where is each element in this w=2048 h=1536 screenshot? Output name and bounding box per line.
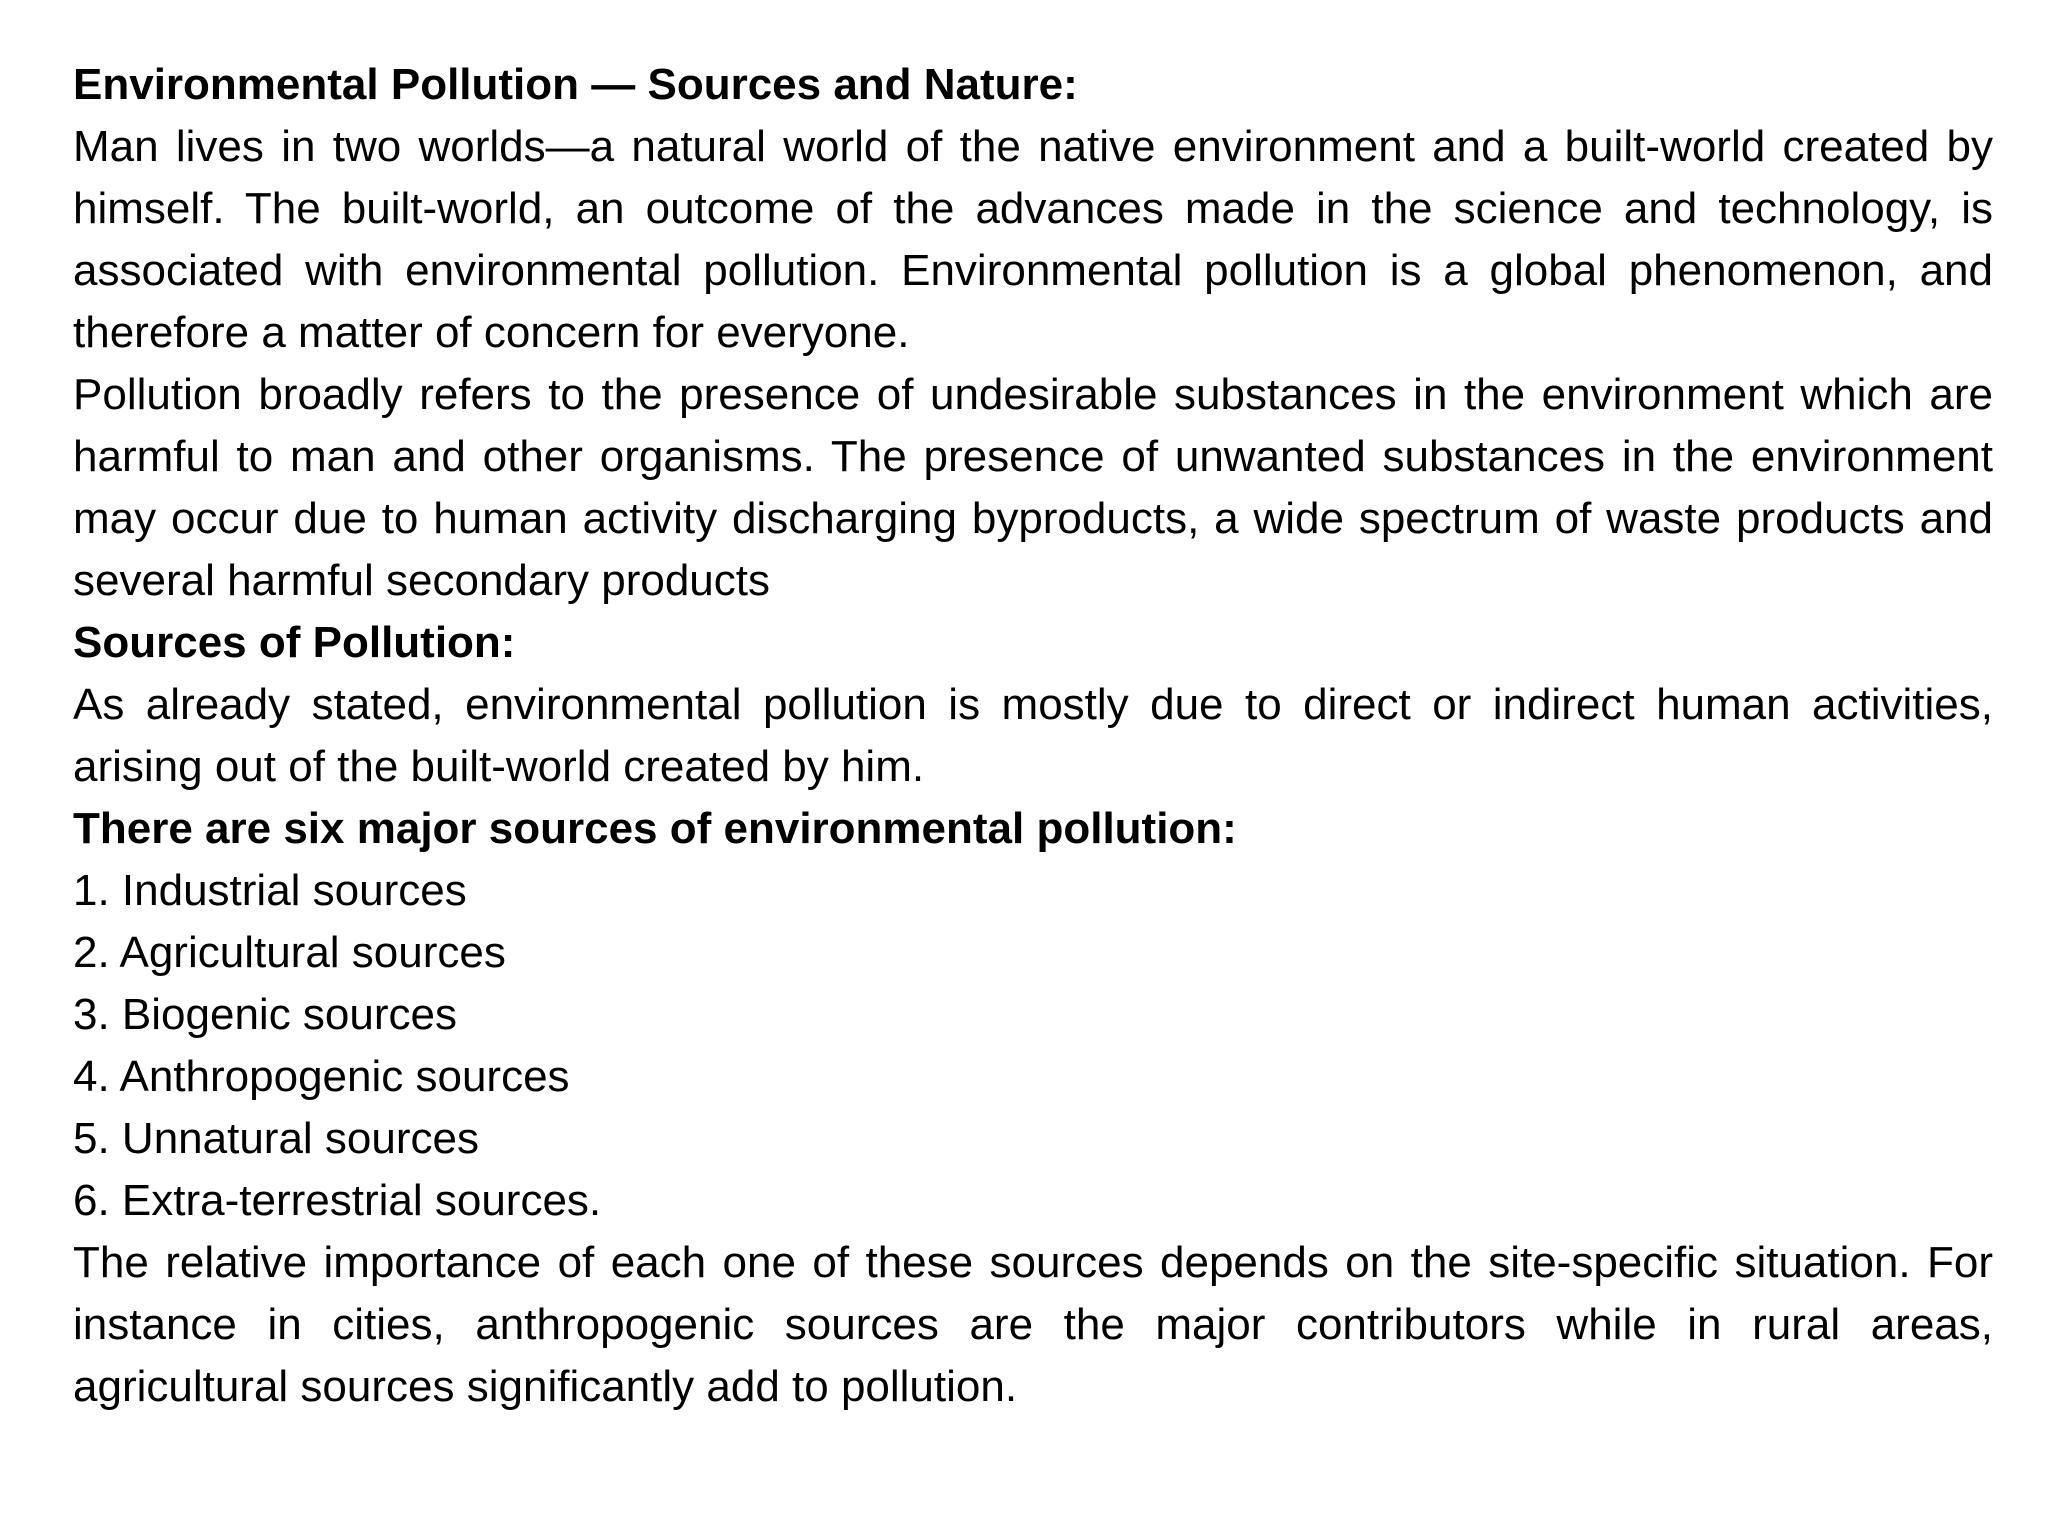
- sources-heading: Sources of Pollution:: [73, 618, 516, 667]
- definition-paragraph: Pollution broadly refers to the presence of undesirable substances in the environment which are harmful to man and other organisms. The presence of unwanted substances in the environment may occur due to human activity discharging byproducts, a wide spectrum of waste products and several harmful secondary products: [73, 370, 1993, 605]
- sources-paragraph: As already stated, environmental pollution is mostly due to direct or indirect human activities, arising out of the built-world created by him.: [73, 680, 1993, 791]
- slide-content: [73, 54, 1993, 1418]
- list-item: 5. Unnatural sources: [73, 1114, 479, 1163]
- list-item: 6. Extra-terrestrial sources.: [73, 1176, 602, 1225]
- main-heading: Environmental Pollution — Sources and Nature:: [73, 60, 1078, 109]
- list-item: 4. Anthropogenic sources: [73, 1052, 570, 1101]
- sources-list: [73, 860, 1993, 1232]
- relative-importance-paragraph: The relative importance of each one of these sources depends on the site-specific situation. For instance in cities, anthropogenic sources are the major contributors while in rural areas, agricultural sources significantly add to pollution.: [73, 1238, 1993, 1411]
- list-item: 2. Agricultural sources: [73, 928, 506, 977]
- intro-paragraph: Man lives in two worlds—a natural world of the native environment and a built-world created by himself. The built-world, an outcome of the advances made in the science and technology, is associated with environmental pollution. Environmental pollution is a global phenomenon, and therefore a matter of concern for everyone.: [73, 122, 1993, 357]
- six-sources-heading: There are six major sources of environmental pollution:: [73, 804, 1237, 853]
- list-item: 3. Biogenic sources: [73, 990, 457, 1039]
- list-item: 1. Industrial sources: [73, 866, 467, 915]
